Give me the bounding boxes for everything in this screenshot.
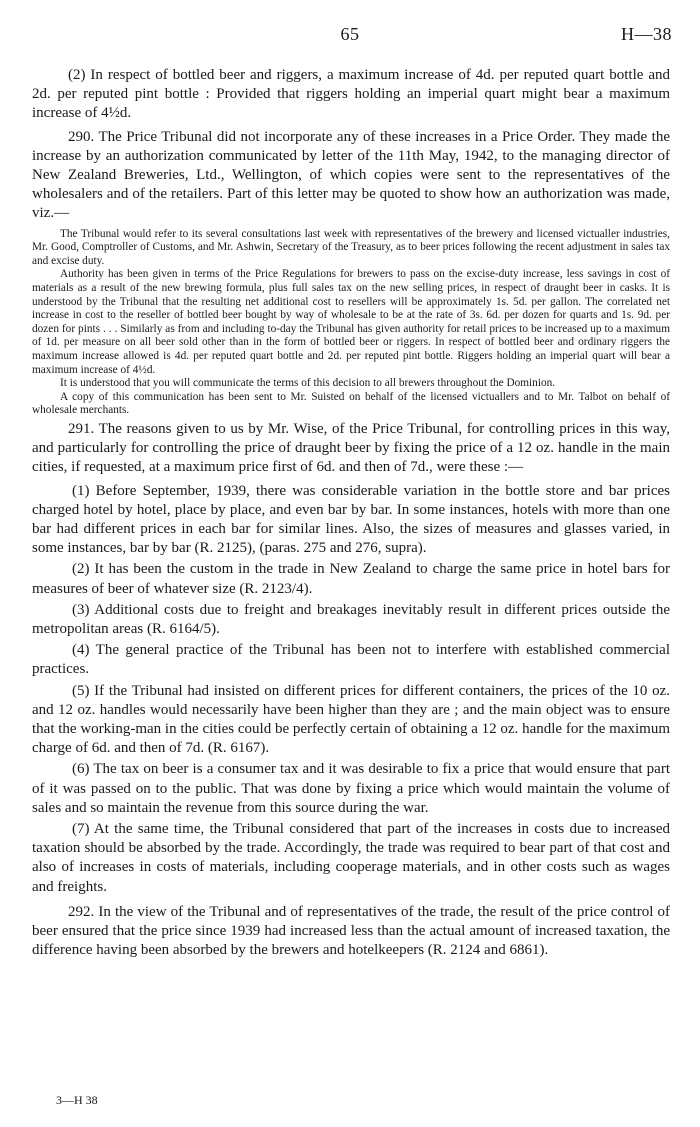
reason-item: (5) If the Tribunal had insisted on different prices for different containers, the prices of the 10 oz. and 12 oz. handles would necessarily have been higher than they are ; and the main object was to ensure that the working-man in the cities could be perfectly certain of obtaining a 12 oz. handle for the maximum charge of 6d. and then of 7d. (R. 6167). (32, 682, 670, 757)
quoted-letter (32, 228, 670, 418)
paragraph-riggers-increase: (2) In respect of bottled beer and riggers, a maximum increase of 4d. per reputed quart bottle and 2d. per reputed pint bottle : Provided that riggers holding an imperial quart might bear a maximum increase of 4½d. (32, 67, 670, 122)
reason-item: (4) The general practice of the Tribunal has been not to interfere with established commercial practices. (32, 642, 670, 678)
quote-paragraph: Authority has been given in terms of the Price Regulations for brewers to pass on the excise-duty increase, less savings in cost of materials as a result of the new brewing formula, plus full sales tax on the new selling prices, in respect of draught beer in casks. It is understood by the Tribunal that the resulting net additional cost to resellers will be approximately 1s. 5d. per gallon. The correlated net increase in cost to the reseller of bottled beer bought by way of wholesale to be at the rate of 3s. 6d. per dozen for quarts and 1s. 9d. per dozen for pints . . . Similarly as from and including to-day the Tribunal has given authority for retail prices to be increased up to a maximum of 1d. per measure on all beer sold other than in the form of bottled beer or riggers. In respect of bottled beer and ordinary riggers the maximum increase allowed is 4d. per reputed quart bottle and 2d. per reputed pint bottle. Riggers holding an imperial quart will bear a maximum increase of 4½d. (32, 268, 670, 376)
document-reference: H—38 (621, 24, 672, 44)
page-header (0, 24, 700, 48)
paragraph-292: 292. In the view of the Tribunal and of representatives of the trade, the result of the price control of beer ensured that the price since 1939 had increased less than the actual amount of increased taxation, the difference having been absorbed by the brewers and hotelkeepers (R. 2124 and 6861). (32, 903, 670, 959)
quote-paragraph: A copy of this communication has been sent to Mr. Suisted on behalf of the licensed victuallers and to Mr. Talbot on behalf of wholesale merchants. (32, 390, 670, 417)
reason-item: (7) At the same time, the Tribunal considered that part of the increases in costs due to increased taxation should be absorbed by the trade. Accordingly, the trade was required to bear part of that cost and also of increases in costs of materials, including cooperage materials, and in other costs such as wages and freights. (32, 821, 670, 895)
quote-paragraph: The Tribunal would refer to its several consultations last week with representatives of the brewery and licensed victualler industries, Mr. Good, Comptroller of Customs, and Mr. Ashwin, Secretary of the Treasury, as to beer prices following the recent adjustment in sales tax and excise duty. (32, 227, 670, 267)
reason-item: (1) Before September, 1939, there was considerable variation in the bottle store and bar prices charged hotel by hotel, place by place, and even bar by bar. In some instances, hotels with more than one bar had different prices in each bar for similar lines. Also, the sizes of measures and glasses varied, in some instances, bar by bar (R. 2125), (paras. 275 and 276, supra). (32, 482, 670, 557)
footer-signature: 3—H 38 (56, 1093, 98, 1107)
paragraph-291: 291. The reasons given to us by Mr. Wise, of the Price Tribunal, for controlling prices in this way, and particularly for controlling the price of draught beer by fixing the price of a 12 oz. handle in the main cities, if requested, at a maximum price first of 6d. and then of 7d., were these :— (32, 420, 670, 476)
reason-item: (6) The tax on beer is a consumer tax and it was desirable to fix a price that would ensure that part of it was passed on to the public. That was done by fixing a price which would maintain the volume of sales and so maintain the revenue from this source during the war. (32, 761, 670, 816)
reasons-list (32, 482, 670, 897)
quote-paragraph: It is understood that you will communicate the terms of this decision to all brewers throughout the Dominion. (60, 377, 556, 390)
reason-item: (3) Additional costs due to freight and breakages inevitably result in different prices outside the metropolitan areas (R. 6164/5). (32, 601, 670, 637)
page-number: 65 (340, 24, 360, 44)
paragraph-290: 290. The Price Tribunal did not incorporate any of these increases in a Price Order. They made the increase by an authorization communicated by letter of the 11th May, 1942, to the managing director of New Zealand Breweries, Ltd., Wellington, of which copies were sent to the representatives of the wholesalers and of the retailers. Part of this letter may be quoted to show how an authorization was made, viz.— (32, 128, 670, 222)
body-text (32, 66, 670, 964)
reason-item: (2) It has been the custom in the trade in New Zealand to charge the same price in hotel bars for measures of beer of whatever size (R. 2123/4). (32, 561, 670, 597)
